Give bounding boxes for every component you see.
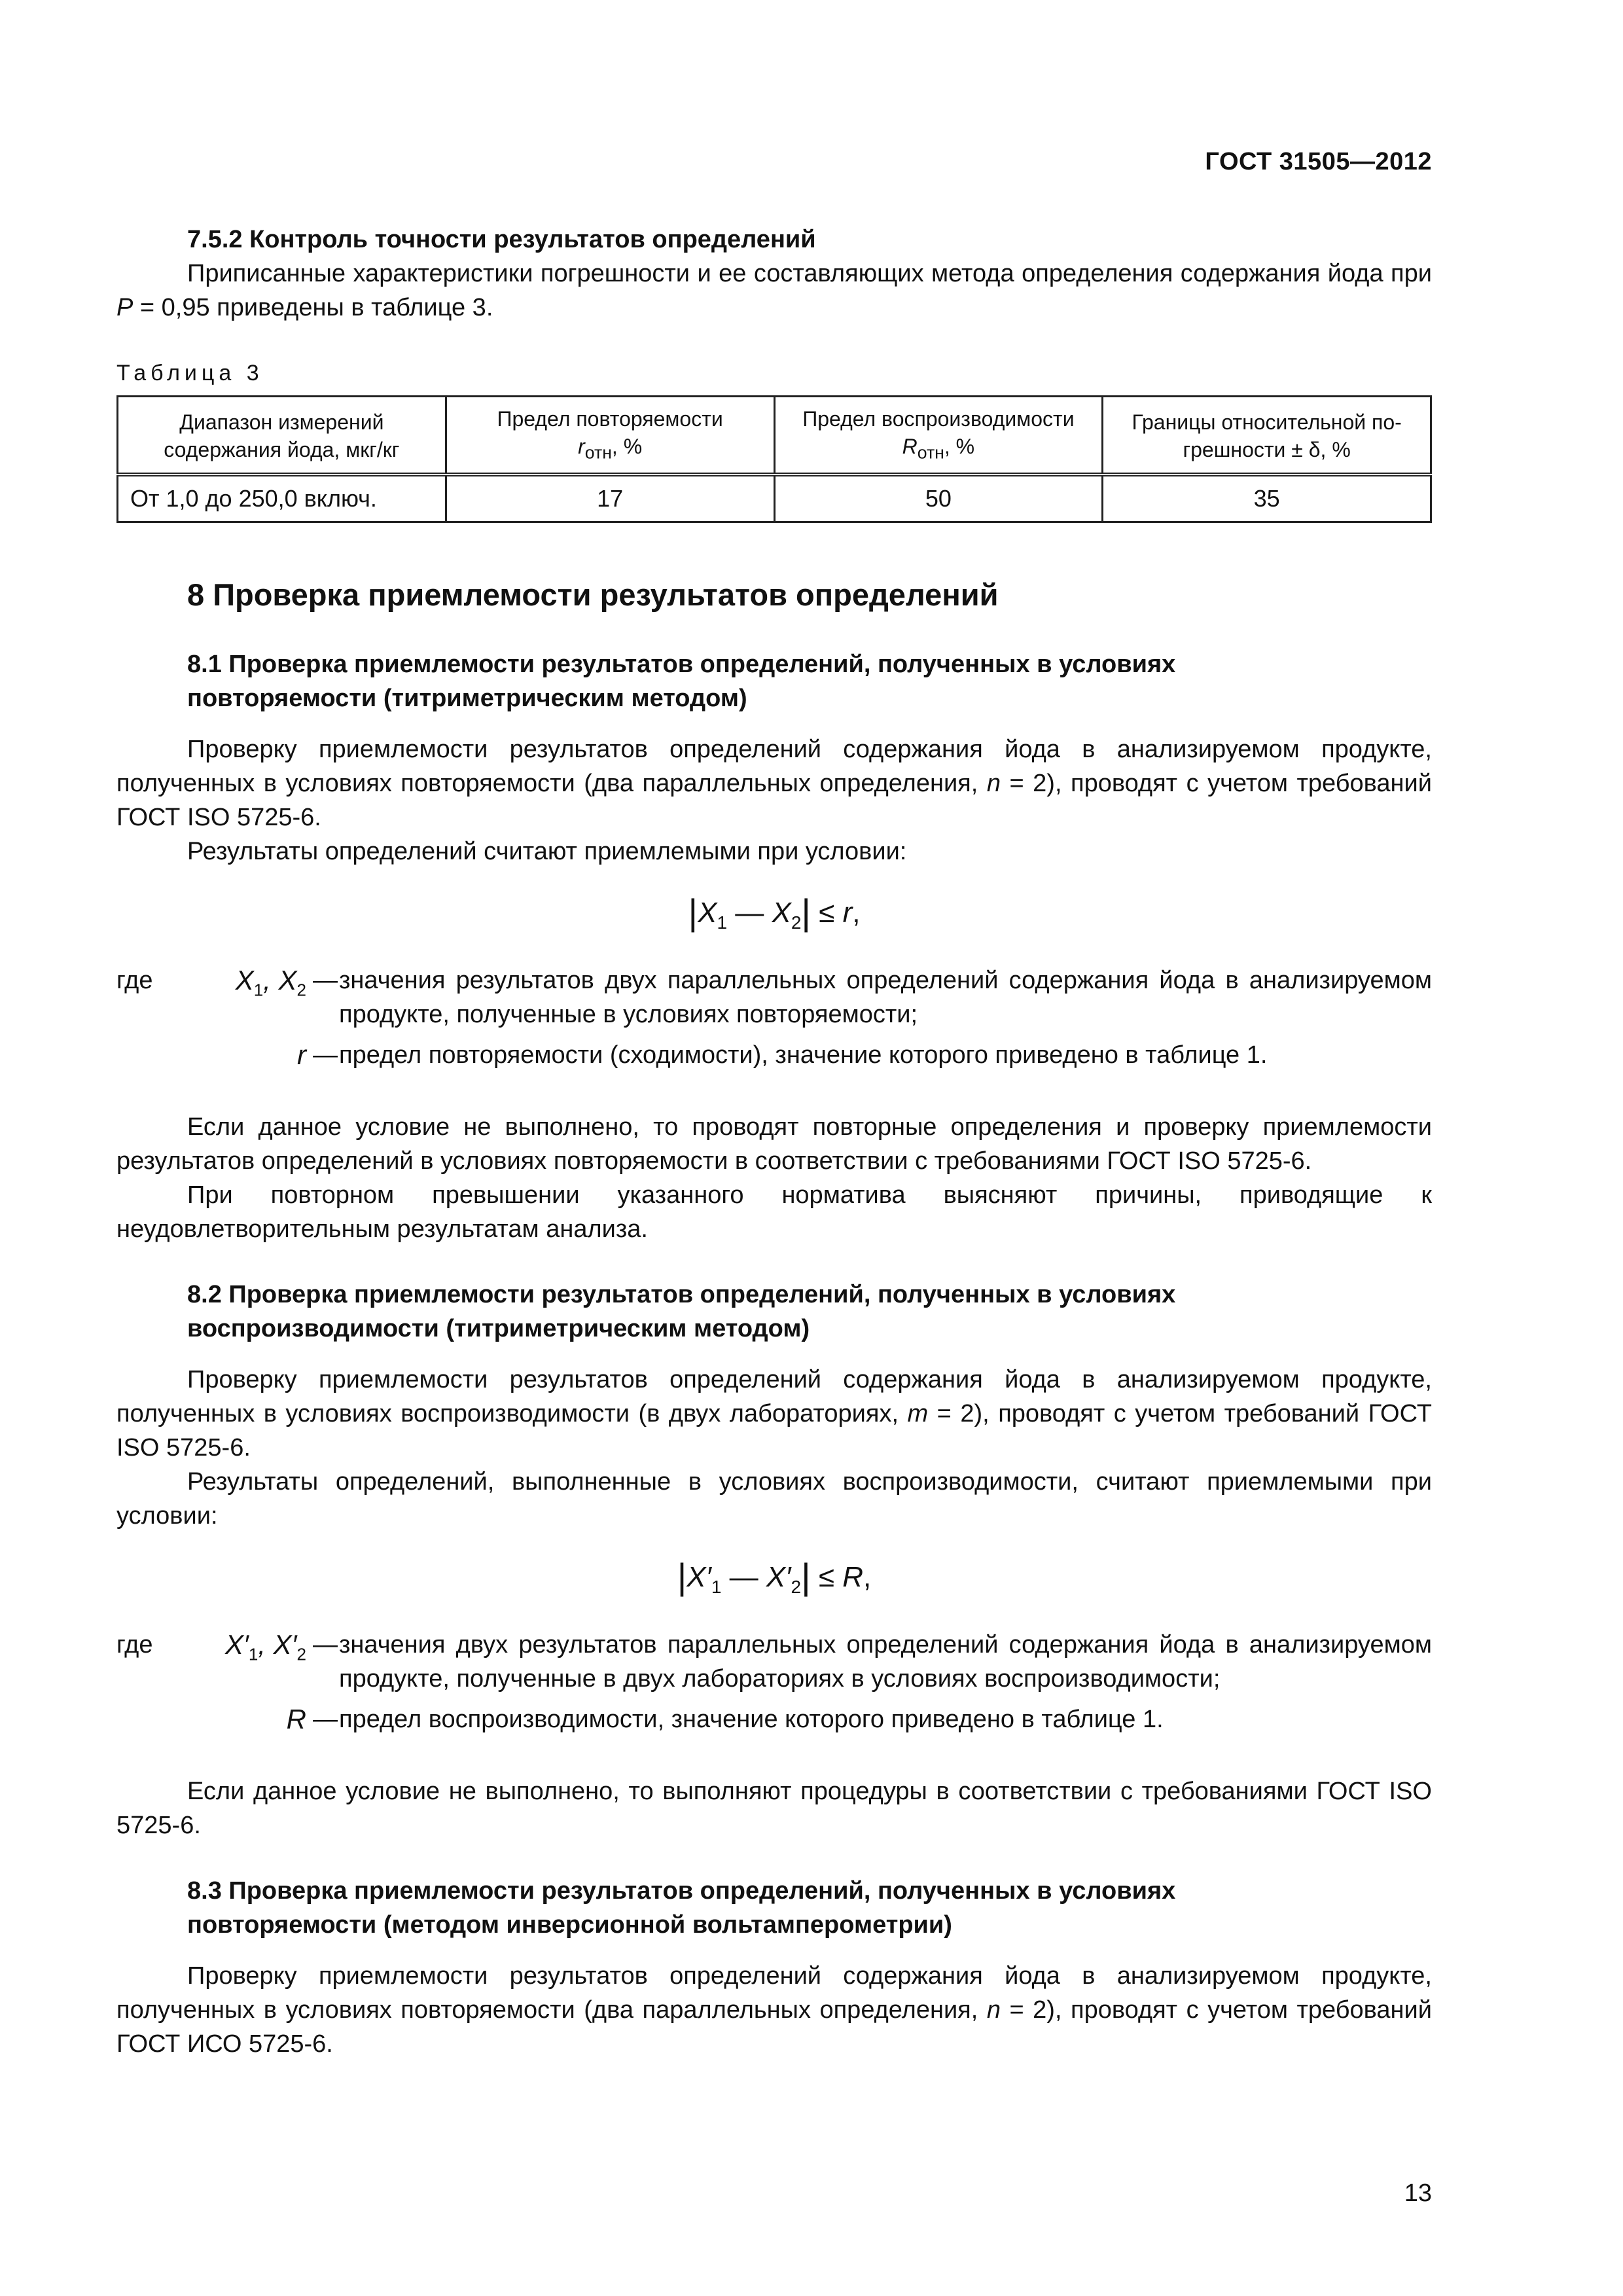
formula-definitions [116, 1628, 1432, 1743]
paragraph: Проверку приемлемости результатов определений содержания йода в анализируемом продукте, полученных в условиях повторяемости (два параллельных определения, n = 2), проводят с учетом требований ГОСТ ISO 5725-6. [116, 736, 1432, 832]
page-number: 13 [1404, 2179, 1432, 2207]
table-caption: Таблица 3 [116, 361, 264, 386]
where-label: где [116, 967, 153, 995]
subsection-heading-8-2: 8.2 Проверка приемлемости результатов определений, полученных в условиях воспроизводимости (титриметрическим методом) [187, 1281, 1176, 1343]
paragraph: Результаты определений считают приемлемыми при условии: [187, 838, 907, 866]
definition-text: предел повторяемости (сходимости), значение которого приведено в таблице 1. [339, 1041, 1268, 1069]
subsection-heading-8-1: 8.1 Проверка приемлемости результатов определений, полученных в условиях повторяемости (титриметрическим методом) [187, 651, 1176, 713]
definition-text: значения результатов двух параллельных определений содержания йода в анализируемом продукте, полученные в условиях повторяемости; [339, 967, 1432, 1029]
accuracy-table [116, 395, 1432, 523]
table-header-cell: Предел повторяемости $r_{отн}$, % [446, 397, 774, 475]
definition-symbol: $X_1$, $X_2$ [235, 965, 306, 1000]
table-cell: От 1,0 до 250,0 включ. [118, 475, 446, 522]
definition-row: где $X_1$, $X_2$ — значения результатов двух параллельных определений содержания йода в анализируемом продукте, полученные в условиях повторяемости; [116, 963, 1432, 1038]
definition-row: где $X'_1$, $X'_2$ — значения двух результатов параллельных определений содержания йода в анализируемом продукте, полученные в двух лабораториях в условиях воспроизводимости; [116, 1628, 1432, 1702]
table-cell: 35 [1103, 475, 1431, 522]
paragraph: При повторном превышении указанного норматива выясняют причины, приводящие к неудовлетворительным результатам анализа. [116, 1181, 1432, 1244]
table-header-cell: Предел воспроизводимости $R_{отн}$, % [774, 397, 1103, 475]
table-header-cell: Диапазон измерений содержания йода, мкг/кг [118, 397, 446, 475]
definition-row: r — предел повторяемости (сходимости), значение которого приведено в таблице 1. [116, 1038, 1432, 1079]
document-page [116, 0, 1432, 2296]
subsection-heading-7-5-2: 7.5.2 Контроль точности результатов определений [187, 226, 816, 253]
document-body [116, 223, 1432, 2061]
paragraph: Приписанные характеристики погрешности и ее составляющих метода определения содержания йода при P = 0,95 приведены в таблице 3. [116, 260, 1432, 321]
table-header-cell: Границы относительной по- грешности ± δ, % [1103, 397, 1431, 475]
paragraph: Если данное условие не выполнено, то выполняют процедуры в соответствии с требованиями ГОСТ ISO 5725-6. [116, 1777, 1432, 1839]
subsection-heading-8-3: 8.3 Проверка приемлемости результатов определений, полученных в условиях повторяемости (методом инверсионной вольтамперометрии) [187, 1876, 1176, 1939]
definition-text: значения двух результатов параллельных определений содержания йода в анализируемом продукте, полученные в двух лабораториях в условиях воспроизводимости; [339, 1630, 1432, 1693]
table-cell: 17 [446, 475, 774, 522]
standard-designation: ГОСТ 31505—2012 [1205, 148, 1432, 175]
table-cell: 50 [774, 475, 1103, 522]
paragraph: Если данное условие не выполнено, то проводят повторные определения и проверку приемлемости результатов определений в условиях повторяемости в соответствии с требованиями ГОСТ ISO 5725-6. [116, 1113, 1432, 1175]
table-header-row [118, 397, 1431, 475]
where-label: где [116, 1630, 153, 1659]
reproducibility-formula: $|X'_1$ — $X'_2| \le R$, [677, 1556, 872, 1598]
definition-symbol: R [286, 1703, 306, 1734]
section-title-8: 8 Проверка приемлемости результатов определений [187, 577, 999, 613]
definition-row: R — предел воспроизводимости, значение которого приведено в таблице 1. [116, 1702, 1432, 1743]
paragraph: Проверку приемлемости результатов определений содержания йода в анализируемом продукте, полученных в условиях повторяемости (два параллельных определения, n = 2), проводят с учетом требований ГОСТ ИСО 5725-6. [116, 1962, 1432, 2058]
paragraph: Результаты определений, выполненные в условиях воспроизводимости, считают приемлемыми при условии: [116, 1468, 1432, 1530]
definition-symbol: r [297, 1039, 306, 1071]
table-row [118, 475, 1431, 522]
definition-text: предел воспроизводимости, значение которого приведено в таблице 1. [339, 1705, 1164, 1733]
formula-definitions [116, 963, 1432, 1079]
definition-symbol: $X'_1$, $X'_2$ [224, 1628, 306, 1664]
paragraph: Проверку приемлемости результатов определений содержания йода в анализируемом продукте, полученных в условиях воспроизводимости (в двух лабораториях, m = 2), проводят с учетом требований ГОСТ ISO 5725-6. [116, 1366, 1432, 1462]
repeatability-formula: $|X_1$ — $X_2| \le r$, [688, 891, 861, 933]
